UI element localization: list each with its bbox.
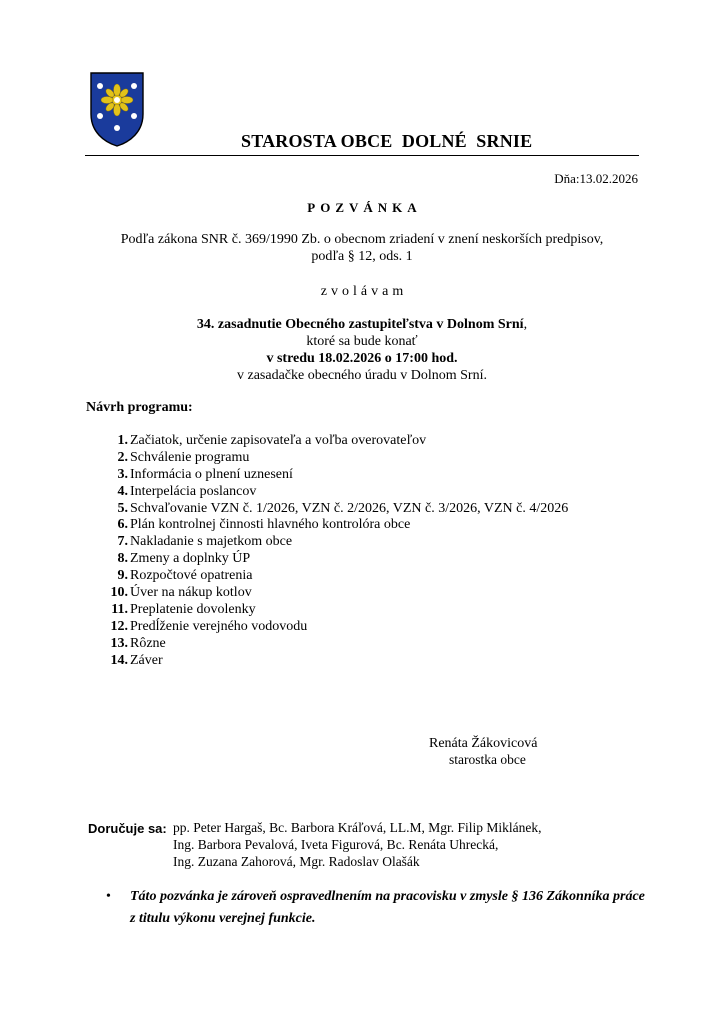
program-label: Návrh programu: <box>86 400 193 415</box>
delivery-label: Doručuje sa: <box>88 821 167 836</box>
excuse-note <box>110 886 650 930</box>
delivery-recipients <box>173 819 542 870</box>
meeting-time: v stredu 18.02.2026 o 17:00 hod. <box>266 351 458 366</box>
program-item: 12. Predĺženie verejného vodovodu <box>110 618 308 634</box>
note-bullet: • <box>106 889 111 904</box>
signatory-role: starostka obce <box>449 752 526 767</box>
law-reference-line-2: podľa § 12, ods. 1 <box>311 249 413 264</box>
delivery-line: pp. Peter Hargaš, Bc. Barbora Kráľová, LL.M, Mgr. Filip Miklánek, <box>173 820 542 835</box>
document-title: STAROSTA OBCE DOLNÉ SRNIE <box>241 131 533 151</box>
meeting-title: 34. zasadnutie Obecného zastupiteľstva v Dolnom Srní <box>196 317 524 332</box>
program-item: 1. Začiatok, určenie zapisovateľa a voľba overovateľov <box>117 433 427 448</box>
delivery-line: Ing. Zuzana Zahorová, Mgr. Radoslav Olašák <box>173 854 420 869</box>
program-item: 6. Plán kontrolnej činnosti hlavného kontrolóra obce <box>117 517 411 533</box>
program-item: 3. Informácia o plnení uznesení <box>117 466 293 482</box>
meeting-will-be: ktoré sa bude konať <box>306 334 418 349</box>
program-item: 13. Rôzne <box>110 635 166 651</box>
document-date: Dňa:13.02.2026 <box>554 171 638 186</box>
law-reference-line-1: Podľa zákona SNR č. 369/1990 Zb. o obecnom zriadení v znení neskorších predpisov, <box>120 232 604 247</box>
convene-word: zvolávam <box>320 284 408 299</box>
program-item: 8. Zmeny a doplnky ÚP <box>117 551 251 567</box>
invitation-heading: POZVÁNKA <box>307 200 422 215</box>
program-list <box>100 432 568 668</box>
excuse-note-text: Táto pozvánka je zároveň ospravedlnením na pracovisku v zmysle § 136 Zákonníka práce z titulu výkonu verejnej funkcie. <box>130 889 645 926</box>
program-item: 5. Schvaľovanie VZN č. 1/2026, VZN č. 2/2026, VZN č. 3/2026, VZN č. 4/2026 <box>117 500 569 516</box>
program-item: 11. Preplatenie dovolenky <box>111 601 256 617</box>
program-item: 2. Schválenie programu <box>117 449 250 465</box>
meeting-line <box>0 316 724 333</box>
program-item: 7. Nakladanie s majetkom obce <box>117 534 293 550</box>
meeting-place: v zasadačke obecného úradu v Dolnom Srní. <box>237 368 487 383</box>
program-item: 10. Úver na nákup kotlov <box>110 585 252 601</box>
meeting-title-comma: , <box>523 317 528 332</box>
municipal-crest-icon <box>88 70 146 148</box>
program-item: 4. Interpelácia poslancov <box>117 483 257 499</box>
program-item: 14. Záver <box>110 652 163 668</box>
header-divider <box>85 155 639 156</box>
signatory-name: Renáta Žákovicová <box>429 736 538 751</box>
delivery-line: Ing. Barbora Pevalová, Iveta Figurová, Bc. Renáta Uhrecká, <box>173 837 499 852</box>
program-item: 9. Rozpočtové opatrenia <box>117 568 253 584</box>
